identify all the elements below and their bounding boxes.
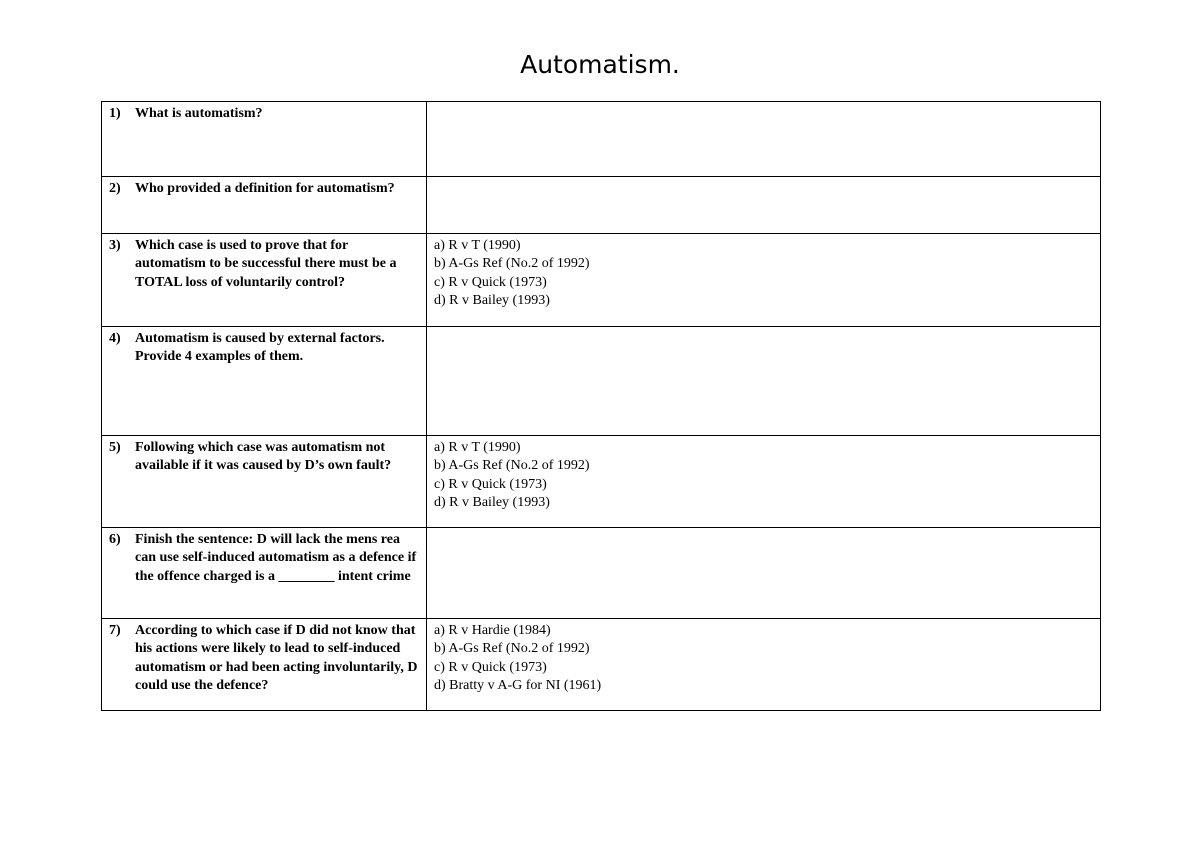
option-3a[interactable]: a) R v T (1990): [434, 238, 521, 253]
answer-cell-6[interactable]: [427, 528, 1101, 619]
answer-cell-2[interactable]: [427, 177, 1101, 234]
question-cell-3: [102, 234, 427, 327]
answer-cell-7[interactable]: [427, 619, 1101, 711]
question-row-7: [102, 619, 1101, 711]
question-cell-1: [102, 102, 427, 177]
question-cell-6: [102, 528, 427, 619]
option-5b[interactable]: b) A-Gs Ref (No.2 of 1992): [434, 458, 590, 474]
question-text-7: According to which case if D did not know that his actions were likely to lead to self-induced automatism or had been acting involuntarily, D could use the defence?: [135, 623, 418, 693]
option-7d[interactable]: d) Bratty v A-G for NI (1961): [434, 677, 602, 693]
question-text-6: Finish the sentence: D will lack the mens rea can use self-induced automatism as a defence if the offence charged is a ________ intent crime: [135, 532, 417, 584]
question-number-7: 7): [109, 623, 121, 638]
question-row-3: [102, 234, 1101, 327]
question-text-1: What is automatism?: [135, 106, 263, 121]
page-title: Automatism.: [520, 50, 680, 79]
answer-cell-1[interactable]: [427, 102, 1101, 177]
question-row-4: [102, 327, 1101, 436]
question-text-5: Following which case was automatism not available if it was caused by D’s own fault?: [135, 440, 392, 474]
question-number-3: 3): [109, 238, 121, 253]
question-table: [101, 101, 1101, 711]
answer-cell-3[interactable]: [427, 234, 1101, 327]
option-7a[interactable]: a) R v Hardie (1984): [434, 623, 551, 638]
option-5d[interactable]: d) R v Bailey (1993): [434, 494, 550, 510]
question-row-1: [102, 102, 1101, 177]
question-cell-7: [102, 619, 427, 711]
question-row-5: [102, 436, 1101, 528]
question-number-1: 1): [109, 106, 121, 121]
question-text-2: Who provided a definition for automatism?: [135, 181, 395, 196]
option-3b[interactable]: b) A-Gs Ref (No.2 of 1992): [434, 256, 590, 272]
question-text-3: Which case is used to prove that for automatism to be successful there must be a TOTAL loss of voluntarily control?: [135, 238, 397, 290]
question-cell-4: [102, 327, 427, 436]
question-row-6: [102, 528, 1101, 619]
option-7b[interactable]: b) A-Gs Ref (No.2 of 1992): [434, 641, 590, 657]
question-cell-5: [102, 436, 427, 528]
question-number-2: 2): [109, 181, 121, 196]
option-7c[interactable]: c) R v Quick (1973): [434, 659, 547, 675]
question-cell-2: [102, 177, 427, 234]
question-number-4: 4): [109, 331, 121, 346]
question-number-6: 6): [109, 532, 121, 547]
option-5c[interactable]: c) R v Quick (1973): [434, 476, 547, 492]
answer-cell-4[interactable]: [427, 327, 1101, 436]
option-5a[interactable]: a) R v T (1990): [434, 440, 521, 455]
option-3d[interactable]: d) R v Bailey (1993): [434, 292, 550, 308]
answer-cell-5[interactable]: [427, 436, 1101, 528]
question-number-5: 5): [109, 440, 121, 455]
option-3c[interactable]: c) R v Quick (1973): [434, 274, 547, 290]
question-row-2: [102, 177, 1101, 234]
question-text-4: Automatism is caused by external factors. Provide 4 examples of them.: [135, 331, 385, 365]
